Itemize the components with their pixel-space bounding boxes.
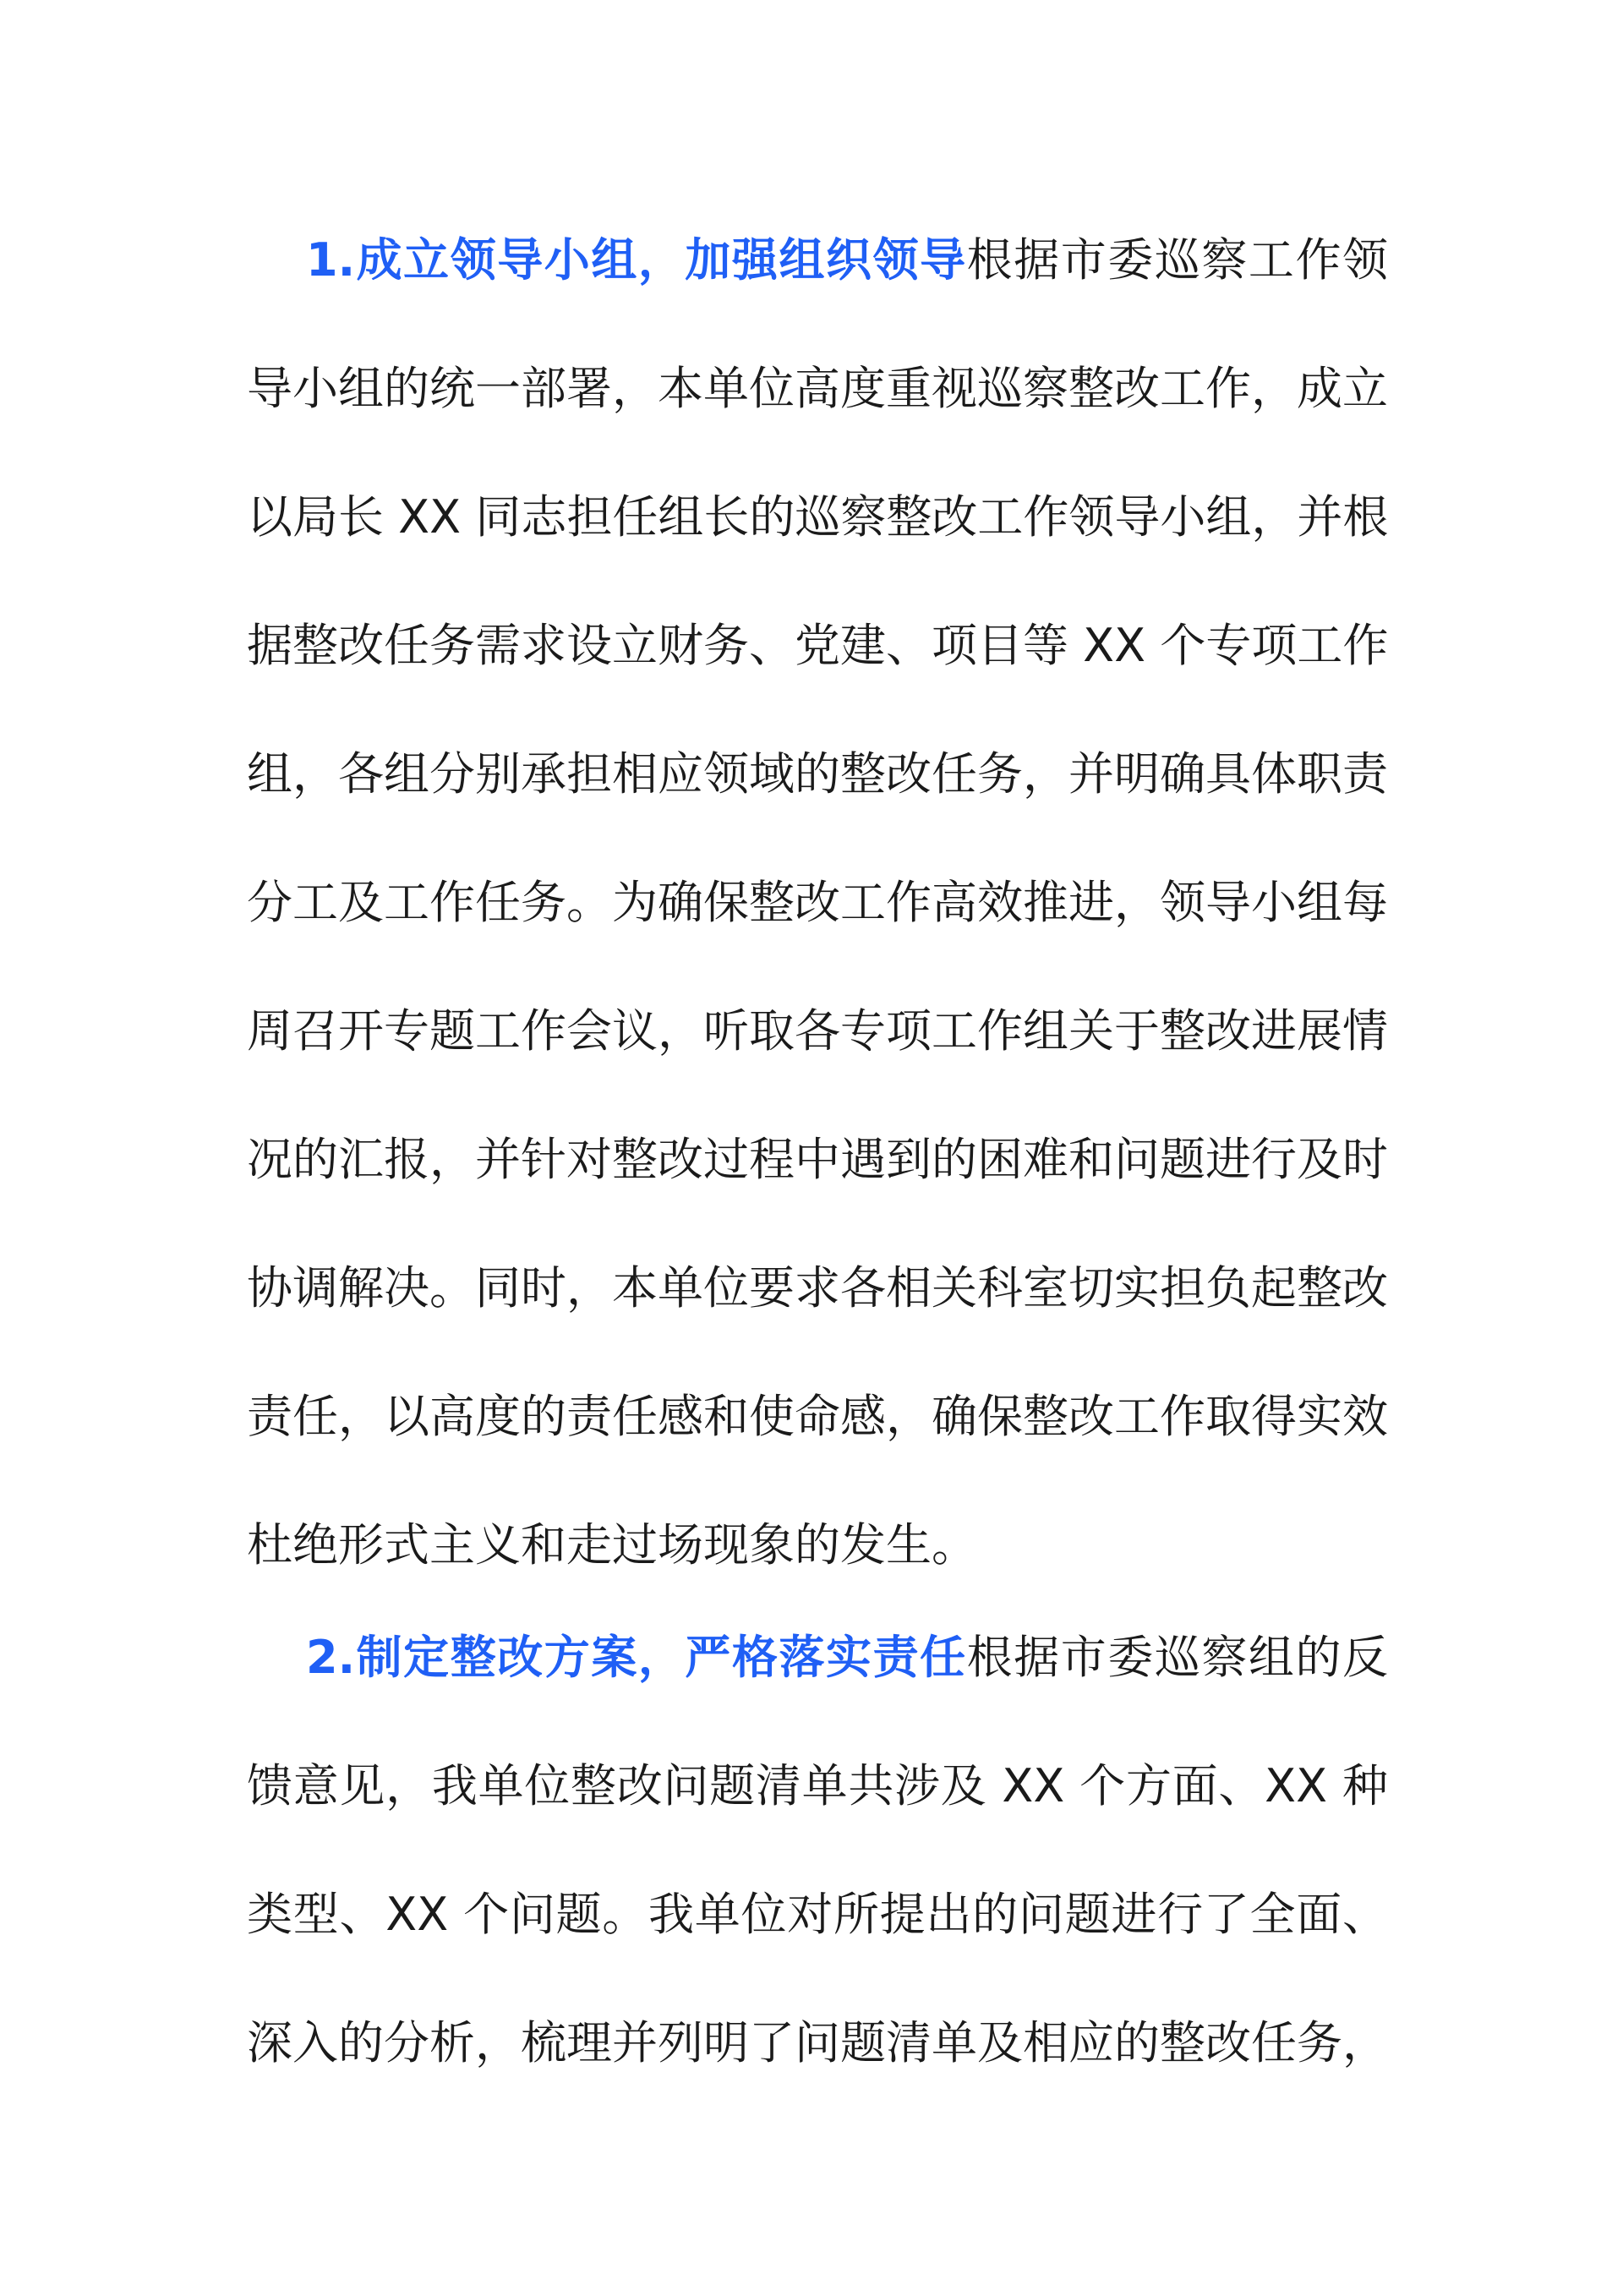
paragraph-line: 况的汇报，并针对整改过程中遇到的困难和问题进行及时 (247, 1133, 1388, 1186)
paragraph-line (247, 196, 1388, 325)
line-text: 根据市委巡察组的反 (966, 1631, 1389, 1684)
section-heading-2: 2.制定整改方案，严格落实责任 (306, 1631, 967, 1684)
paragraph-line: 分工及工作任务。为确保整改工作高效推进，领导小组每 (247, 876, 1388, 929)
paragraph-line: 类型、XX 个问题。我单位对所提出的问题进行了全面、 (247, 1888, 1388, 1941)
paragraph-line: 杜绝形式主义和走过场现象的发生。 (247, 1518, 977, 1572)
paragraph-line: 责任，以高度的责任感和使命感，确保整改工作取得实效 (247, 1390, 1388, 1443)
paragraph-1 (247, 196, 1388, 1610)
paragraph-line: 馈意见，我单位整改问题清单共涉及 XX 个方面、XX 种 (247, 1759, 1388, 1812)
paragraph-line: 协调解决。同时，本单位要求各相关科室切实担负起整改 (247, 1261, 1388, 1315)
line-text: 根据市委巡察工作领 (966, 233, 1389, 287)
paragraph-line: 导小组的统一部署，本单位高度重视巡察整改工作，成立 (247, 362, 1388, 415)
paragraph-line: 以局长 XX 同志担任组长的巡察整改工作领导小组，并根 (247, 490, 1389, 544)
section-heading-1: 1.成立领导小组，加强组织领导 (306, 233, 967, 287)
paragraph-line: 周召开专题工作会议，听取各专项工作组关于整改进展情 (247, 1004, 1388, 1058)
paragraph-line (247, 1594, 1388, 1722)
paragraph-line: 据整改任务需求设立财务、党建、项目等 XX 个专项工作 (247, 619, 1389, 672)
paragraph-line: 深入的分析，梳理并列明了问题清单及相应的整改任务， (247, 2016, 1388, 2069)
paragraph-line: 组，各组分别承担相应领域的整改任务，并明确具体职责 (247, 747, 1388, 801)
paragraph-2 (247, 1594, 1388, 2107)
